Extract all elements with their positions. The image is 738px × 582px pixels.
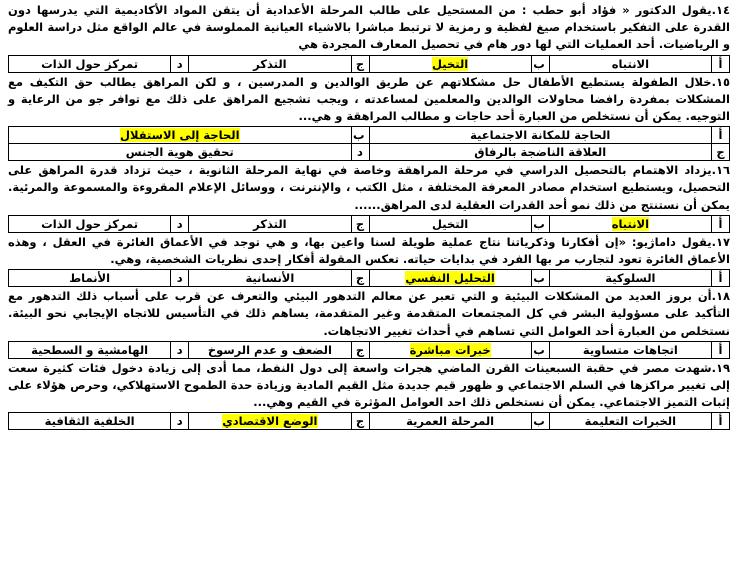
option-d[interactable] [9,270,171,287]
option-text: التذكر [253,216,287,231]
option-text: تمركز حول الذات [41,216,139,231]
question-17: ١٧.يقول داماژيو: «إن أفكارنا وذكرياتنا نتاج عملية طويلة لسنا واعين بها، و هي توجد في الأعماق الغائرة في العقل ، وهذه الأعماق الغائرة تعود لتجارب مر بها الفرد في بدايات حياته. تعكس المقولة أفكار إحدى نظريات الشخصية، وهي. [8,234,730,267]
option-letter: ج [351,270,369,287]
options-table-18 [8,341,730,359]
question-15: ١٥.خلال الطفولة يستطيع الأطفال حل مشكلاتهم عن طريق الوالدين و المدرسين ، و لكن المراهق يطالب حق التكيف مع المشكلات بمفردة رافضا محاولات الوالدين والمعلمين لمساعدته ، ويجب تشجيع المراهق على ذلك مع توافر جو من الرعاية و التوجيه. يمكن أن نستخلص من العبارة أحد حاجات و مطالب المراهقة و هي... [8,74,730,124]
option-text: الضعف و عدم الرسوخ [207,342,332,357]
option-text-highlighted: التخيل [432,56,469,71]
option-letter: ج [351,215,369,232]
option-letter: ج [351,413,369,430]
option-text-highlighted: التحليل النفسي [405,271,495,286]
option-a[interactable] [369,127,712,144]
option-text: الخلفية الثقافية [44,414,135,429]
option-text: اتجاهات متساوية [582,342,678,357]
option-letter: أ [712,341,730,358]
option-letter: أ [712,215,730,232]
option-a[interactable] [549,270,711,287]
option-letter: أ [712,270,730,287]
option-d[interactable] [9,144,352,161]
option-a[interactable] [549,341,711,358]
option-text: السلوكية [605,271,656,286]
option-c[interactable] [189,341,351,358]
options-table-14 [8,55,730,73]
option-text-highlighted: خبرات مباشرة [409,342,491,357]
option-a[interactable] [549,55,711,72]
option-c[interactable] [369,144,712,161]
option-letter: ب [531,215,549,232]
option-text: الحاجة للمكانة الاجتماعية [470,128,611,143]
option-text: تحقيق هوية الجنس [125,145,234,160]
option-letter: د [171,55,189,72]
option-d[interactable] [9,55,171,72]
option-text: الأنسانية [245,271,295,286]
option-letter: ب [351,127,369,144]
option-a[interactable] [549,413,711,430]
option-letter: ب [531,270,549,287]
option-letter: ج [712,144,730,161]
option-c-selected[interactable] [189,413,351,430]
option-b-selected[interactable] [9,127,352,144]
option-b-selected[interactable] [369,55,531,72]
option-text: تمركز حول الذات [41,56,139,71]
option-d[interactable] [9,341,171,358]
option-text: الأنماط [69,271,111,286]
option-a-selected[interactable] [549,215,711,232]
option-letter: أ [712,127,730,144]
option-letter: د [351,144,369,161]
option-d[interactable] [9,215,171,232]
option-text: التذكر [253,56,287,71]
option-text: الانتباه [611,56,650,71]
option-letter: د [171,270,189,287]
option-text: المرحلة العمرية [406,414,495,429]
option-text: الهامشية و السطحية [31,342,149,357]
options-table-19 [8,412,730,430]
option-letter: ب [531,341,549,358]
options-table-17 [8,269,730,287]
option-letter: د [171,341,189,358]
question-18: ١٨.أن بروز العديد من المشكلات البيئية و التي تعبر عن معالم التدهور البيئي والتعرف عن قرب على أسباب ذلك التدهور مع التأكيد على مسؤولية البشر في كل المجتمعات المتقدمة وغير المتقدمة، يساهم ذلك في التأسيس للاتجاه الإيجابي نحو البيئة. نستخلص من العبارة أحد العوامل التي تساهم في أحداث تغيير الاتجاهات. [8,289,730,338]
option-letter: أ [712,55,730,72]
option-b-selected[interactable] [369,270,531,287]
option-text: الخبرات التعليمة [584,414,677,429]
option-b[interactable] [369,215,531,232]
options-table-16 [8,215,730,233]
option-text-highlighted: الانتباه [611,216,650,231]
option-letter: د [171,413,189,430]
question-16: ١٦.يزداد الاهتمام بالتحصيل الدراسي في مرحلة المراهقة وخاصة في نهاية المرحلة الثانوية ، حيث تزداد قدرة المراهق على التحصيل، ويستطيع استخدام مصادر المعرفة المختلفة ، مثل الكتب ، والإنترنت ، ووسائل الإعلام المقروءة والمسموعة والمرئية. يمكن أن نستنتج من ذلك نمو أحد القدرات العقلية لدى المراهق...... [8,163,730,212]
option-d[interactable] [9,413,171,430]
option-text: العلاقة الناضجة بالرفاق [474,145,607,160]
option-letter: ب [531,55,549,72]
option-letter: أ [712,413,730,430]
option-c[interactable] [189,270,351,287]
option-letter: ب [531,413,549,430]
option-letter: د [171,215,189,232]
option-c[interactable] [189,215,351,232]
option-text-highlighted: الحاجة إلى الاستقلال [119,128,240,143]
option-letter: ج [351,341,369,358]
option-b[interactable] [369,413,531,430]
question-19: ١٩.شهدت مصر في حقبة السبعينات القرن الماضي هجرات واسعة إلى دول النفط، مما أدى إلى زيادة دخول فئات كثيرة سعت إلى تغيير مراكزها في السلم الاجتماعي و ظهور قيم جديدة مثل القيم المادية وزيادة حدة الطموح الاستهلاكي، وحرص هؤلاء على إثبات التميز الاجتماعي. يمكن أن نستخلص ذلك احد العوامل المؤثرة في القيم وهي... [8,360,730,410]
option-text-highlighted: الوضع الاقتصادي [222,414,318,429]
option-letter: ج [351,55,369,72]
option-c[interactable] [189,55,351,72]
option-b-selected[interactable] [369,341,531,358]
option-text: التخيل [432,216,469,231]
options-table-15 [8,126,730,161]
question-14: ١٤.يقول الدكتور « فؤاد أبو حطب : من المستحيل على طالب المرحلة الأعدادية أن يتقن المواد الأكاديمية التي يدرسها دون القدرة على التفكير باستخدام صيغ لفظية و رمزية لا ترتبط مباشرا بالاشياء العيانية المملوسة في عالم الواقع مثل دراسة العلوم و الرياضيات. أحد العمليات التي لها دور هام في تحصيل المعارف المجردة هي [8,3,730,52]
